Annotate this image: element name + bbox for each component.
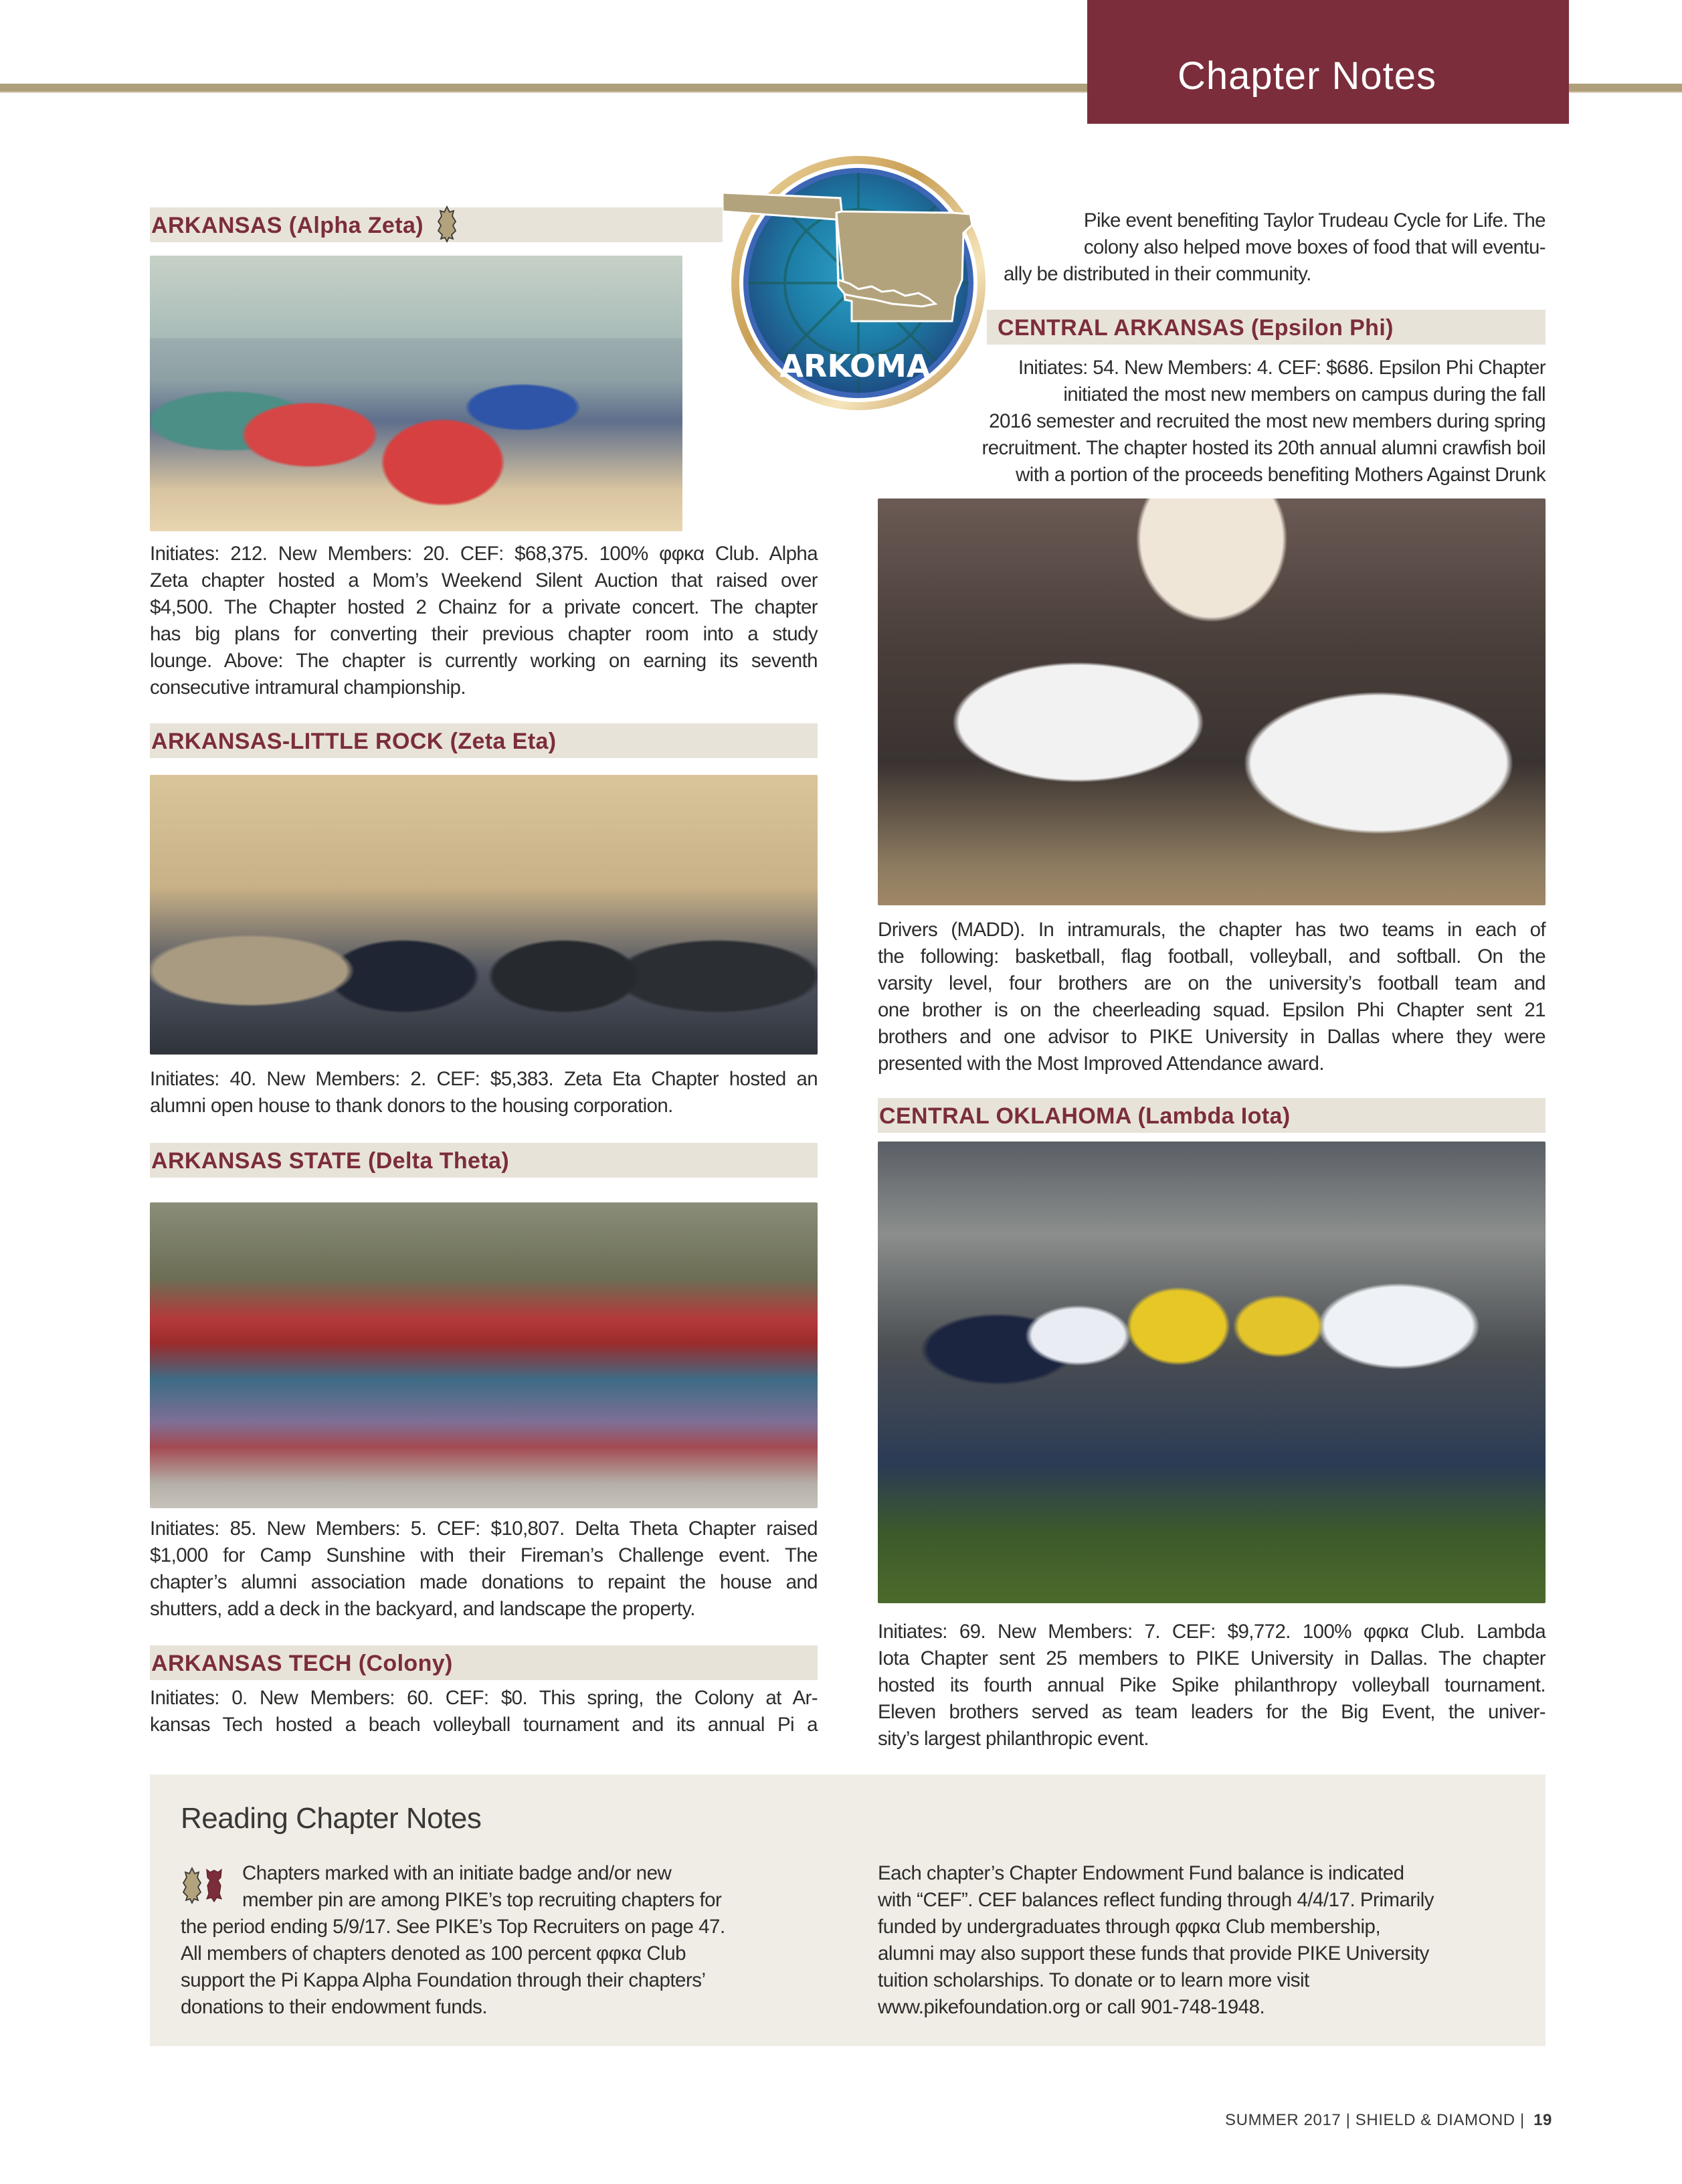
text-line: Initiates: 212. New Members: 20. CEF: $68,375. 100% φφκα Club. Alpha	[150, 543, 818, 565]
svg-text:ARKOMA: ARKOMA	[779, 348, 931, 384]
chapter-text-arkansas-little-rock	[150, 1066, 818, 1119]
text-line: with “CEF”. CEF balances reflect funding through 4/4/17. Primarily	[878, 1889, 1434, 1911]
chapter-header-central-arkansas: CENTRAL ARKANSAS (Epsilon Phi)	[987, 310, 1546, 345]
text-line: presented with the Most Improved Attendance award.	[878, 1053, 1324, 1075]
text-line: member pin are among PIKE’s top recruiting chapters for	[242, 1889, 722, 1911]
text-line: Initiates: 0. New Members: 60. CEF: $0. This spring, the Colony at Ar-	[150, 1687, 818, 1709]
text-line: Pike event benefiting Taylor Trudeau Cycle for Life. The	[1083, 209, 1546, 232]
text-line: 2016 semester and recruited the most new members during spring	[989, 410, 1546, 432]
text-line: colony also helped move boxes of food that will eventu-	[1083, 236, 1546, 258]
text-line: sity’s largest philanthropic event.	[878, 1728, 1149, 1750]
page-footer	[1137, 2111, 1552, 2130]
text-line: tuition scholarships. To donate or to learn more visit	[878, 1969, 1309, 1991]
text-line: www.pikefoundation.org or call 901-748-1948.	[878, 1996, 1265, 2018]
chapter-text-central-arkansas	[878, 355, 1546, 488]
info-box-title: Reading Chapter Notes	[181, 1802, 482, 1835]
text-line: Eleven brothers served as team leaders for the Big Event, the univer-	[878, 1701, 1546, 1723]
new-member-pin-icon	[205, 1868, 223, 1903]
text-line: consecutive intramural championship.	[150, 676, 466, 699]
text-line: alumni may also support these funds that provide PIKE University	[878, 1942, 1429, 1965]
info-box-left-text	[181, 1914, 725, 2021]
text-line: kansas Tech hosted a beach volleyball tournament and its annual Pi a	[150, 1714, 818, 1736]
text-line: $1,000 for Camp Sunshine with their Fireman’s Challenge event. The	[150, 1544, 818, 1566]
chapter-header-arkansas-little-rock: ARKANSAS-LITTLE ROCK (Zeta Eta)	[150, 723, 818, 758]
chapter-photo-central-oklahoma	[878, 1142, 1546, 1603]
text-line: the period ending 5/9/17. See PIKE’s Top Recruiters on page 47.	[181, 1916, 725, 1938]
chapter-text-arkansas-alpha-zeta	[150, 541, 818, 701]
chapter-header-arkansas-state: ARKANSAS STATE (Delta Theta)	[150, 1143, 818, 1178]
text-line: donations to their endowment funds.	[181, 1996, 488, 2018]
text-line: recruitment. The chapter hosted its 20th annual alumni crawfish boil	[982, 437, 1546, 459]
text-line: has big plans for converting their previous chapter room into a study	[150, 623, 818, 645]
section-title: Chapter Notes	[1178, 54, 1436, 98]
info-box-left-text-indented	[242, 1860, 721, 1914]
chapter-photo-central-arkansas	[878, 498, 1546, 905]
text-line: support the Pi Kappa Alpha Foundation through their chapters’	[181, 1969, 706, 1991]
text-line: shutters, add a deck in the backyard, and landscape the property.	[150, 1598, 695, 1620]
chapter-text-arkansas-tech	[150, 1685, 818, 1738]
text-line: hosted its fourth annual Pike Spike philanthropy volleyball tournament.	[878, 1674, 1546, 1696]
chapter-header-arkansas-alpha-zeta	[150, 207, 723, 242]
info-box-right-text	[878, 1860, 1434, 2021]
text-line: alumni open house to thank donors to the housing corporation.	[150, 1095, 673, 1117]
chapter-header-central-oklahoma: CENTRAL OKLAHOMA (Lambda Iota)	[878, 1098, 1546, 1133]
chapter-header-arkansas-tech: ARKANSAS TECH (Colony)	[150, 1645, 818, 1680]
text-line: varsity level, four brothers are on the university’s football team and	[878, 972, 1546, 994]
chapter-text-arkansas-state	[150, 1516, 818, 1623]
text-line: Drivers (MADD). In intramurals, the chapter has two teams in each of	[878, 919, 1546, 941]
text-line: Each chapter’s Chapter Endowment Fund balance is indicated	[878, 1862, 1404, 1884]
chapter-photo-arkansas-alpha-zeta	[150, 256, 682, 531]
text-line: funded by undergraduates through φφκα Club membership,	[878, 1916, 1381, 1938]
initiate-badge-icon	[182, 1867, 202, 1904]
chapter-photo-arkansas-little-rock	[150, 775, 818, 1055]
text-line: Initiates: 54. New Members: 4. CEF: $686. Epsilon Phi Chapter	[1018, 357, 1546, 379]
text-line: $4,500. The Chapter hosted 2 Chainz for a private concert. The chapter	[150, 596, 818, 618]
text-line: one brother is on the cheerleading squad. Epsilon Phi Chapter sent 21	[878, 999, 1546, 1021]
text-line: with a portion of the proceeds benefiting Mothers Against Drunk	[1016, 464, 1546, 486]
text-line: Initiates: 69. New Members: 7. CEF: $9,772. 100% φφκα Club. Lambda	[878, 1621, 1546, 1643]
text-line: Initiates: 85. New Members: 5. CEF: $10,807. Delta Theta Chapter raised	[150, 1518, 818, 1540]
initiate-badge-icon	[437, 205, 457, 243]
text-line: Initiates: 40. New Members: 2. CEF: $5,383. Zeta Eta Chapter hosted an	[150, 1068, 818, 1090]
text-line: initiated the most new members on campus during the fall	[1063, 383, 1546, 405]
text-line: Zeta chapter hosted a Mom’s Weekend Silent Auction that raised over	[150, 569, 818, 592]
text-line: All members of chapters denoted as 100 percent φφκα Club	[181, 1942, 686, 1965]
text-line: chapter’s alumni association made donations to repaint the house and	[150, 1571, 818, 1593]
text-line: lounge. Above: The chapter is currently working on earning its seventh	[150, 650, 818, 672]
text-line: brothers and one advisor to PIKE University in Dallas where they were	[878, 1026, 1546, 1048]
chapter-text-central-oklahoma	[878, 1619, 1546, 1752]
chapter-photo-arkansas-state	[150, 1202, 818, 1508]
chapter-name: ARKANSAS (Alpha Zeta)	[151, 213, 424, 238]
chapter-text-central-arkansas-continued	[878, 917, 1546, 1077]
text-line: Chapters marked with an initiate badge and/or new	[242, 1862, 672, 1884]
text-line: the following: basketball, flag football, volleyball, and softball. On the	[878, 945, 1546, 968]
text-line: Iota Chapter sent 25 members to PIKE University in Dallas. The chapter	[878, 1647, 1546, 1669]
chapter-text-arkansas-tech-continued	[990, 207, 1546, 288]
issue-label: SUMMER 2017 | SHIELD & DIAMOND |	[1225, 2111, 1525, 2129]
text-line: ally be distributed in their community.	[1004, 263, 1311, 285]
page-number: 19	[1533, 2111, 1552, 2129]
